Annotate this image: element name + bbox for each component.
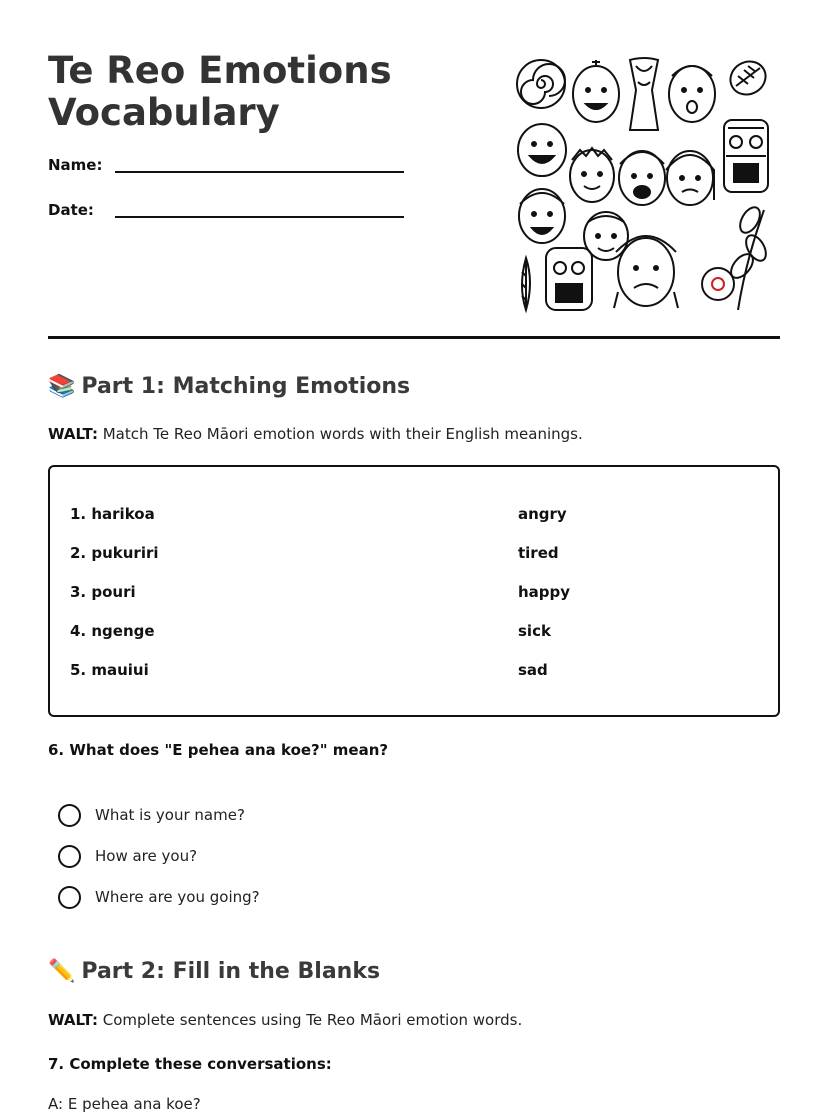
question-6: 6. What does "E pehea ana koe?" mean? [48,741,389,759]
walt-text: Complete sentences using Te Reo Māori emotion words. [97,1011,523,1029]
worried-girl-face-icon [666,151,714,205]
conversation-line-a: A: E pehea ana koe? [48,1095,201,1113]
option-label: Where are you going? [95,888,260,906]
happy-face-icon [573,60,619,122]
date-blank-line[interactable] [115,216,404,218]
match-left-item: 1. harikoa [70,505,155,523]
option-label: How are you? [95,847,198,865]
name-field [48,156,468,184]
match-right-item: angry [518,505,567,523]
match-right-item: sick [518,622,551,640]
part2-walt [48,1011,522,1029]
walt-label: WALT: [48,1011,98,1029]
part1-walt [48,425,583,443]
walt-label: WALT: [48,425,98,443]
part1-title: Part 1: Matching Emotions [81,374,411,399]
name-blank-line[interactable] [115,171,404,173]
match-right-item: tired [518,544,559,562]
koru-spiral-icon [517,60,565,108]
question-7: 7. Complete these conversations: [48,1055,332,1073]
surprised-face-icon [669,66,715,122]
match-left-item: 5. mauiui [70,661,149,679]
match-left-item: 2. pukuriri [70,544,159,562]
books-icon: 📚 [48,374,76,399]
patterned-leaf-icon [724,55,771,101]
match-right-item: happy [518,583,571,601]
header-divider [48,336,780,339]
name-label: Name: [48,156,103,174]
walt-text: Match Te Reo Māori emotion words with their English meanings. [97,425,583,443]
option-label: What is your name? [95,806,245,824]
date-label: Date: [48,201,94,219]
carving-icon [630,58,658,130]
pohutukawa-flower-icon [702,204,770,310]
match-left-item: 3. pouri [70,583,136,601]
laughing-face-icon [518,124,566,176]
match-left-item: 4. ngenge [70,622,155,640]
maori-emotions-clipart [512,52,774,314]
part1-heading [48,374,410,399]
feather-icon [522,258,530,310]
title-line-2: Vocabulary [48,91,280,134]
radio-button[interactable] [58,845,81,868]
tiki-head-icon [546,248,592,310]
matching-box [48,465,780,717]
date-field [48,201,468,229]
match-right-item: sad [518,661,548,679]
smiling-boy-face-icon [570,148,614,202]
part2-heading [48,959,380,984]
boy-face-icon [519,189,565,243]
radio-button[interactable] [58,886,81,909]
title-line-1: Te Reo Emotions [48,49,392,92]
part2-title: Part 2: Fill in the Blanks [81,959,381,984]
page-title [48,50,468,134]
shouting-face-icon [619,151,665,205]
sad-man-face-icon [614,236,678,308]
tiki-mask-icon [724,120,768,192]
worksheet-header [48,50,468,229]
pencil-icon: ✏️ [48,959,76,984]
radio-button[interactable] [58,804,81,827]
